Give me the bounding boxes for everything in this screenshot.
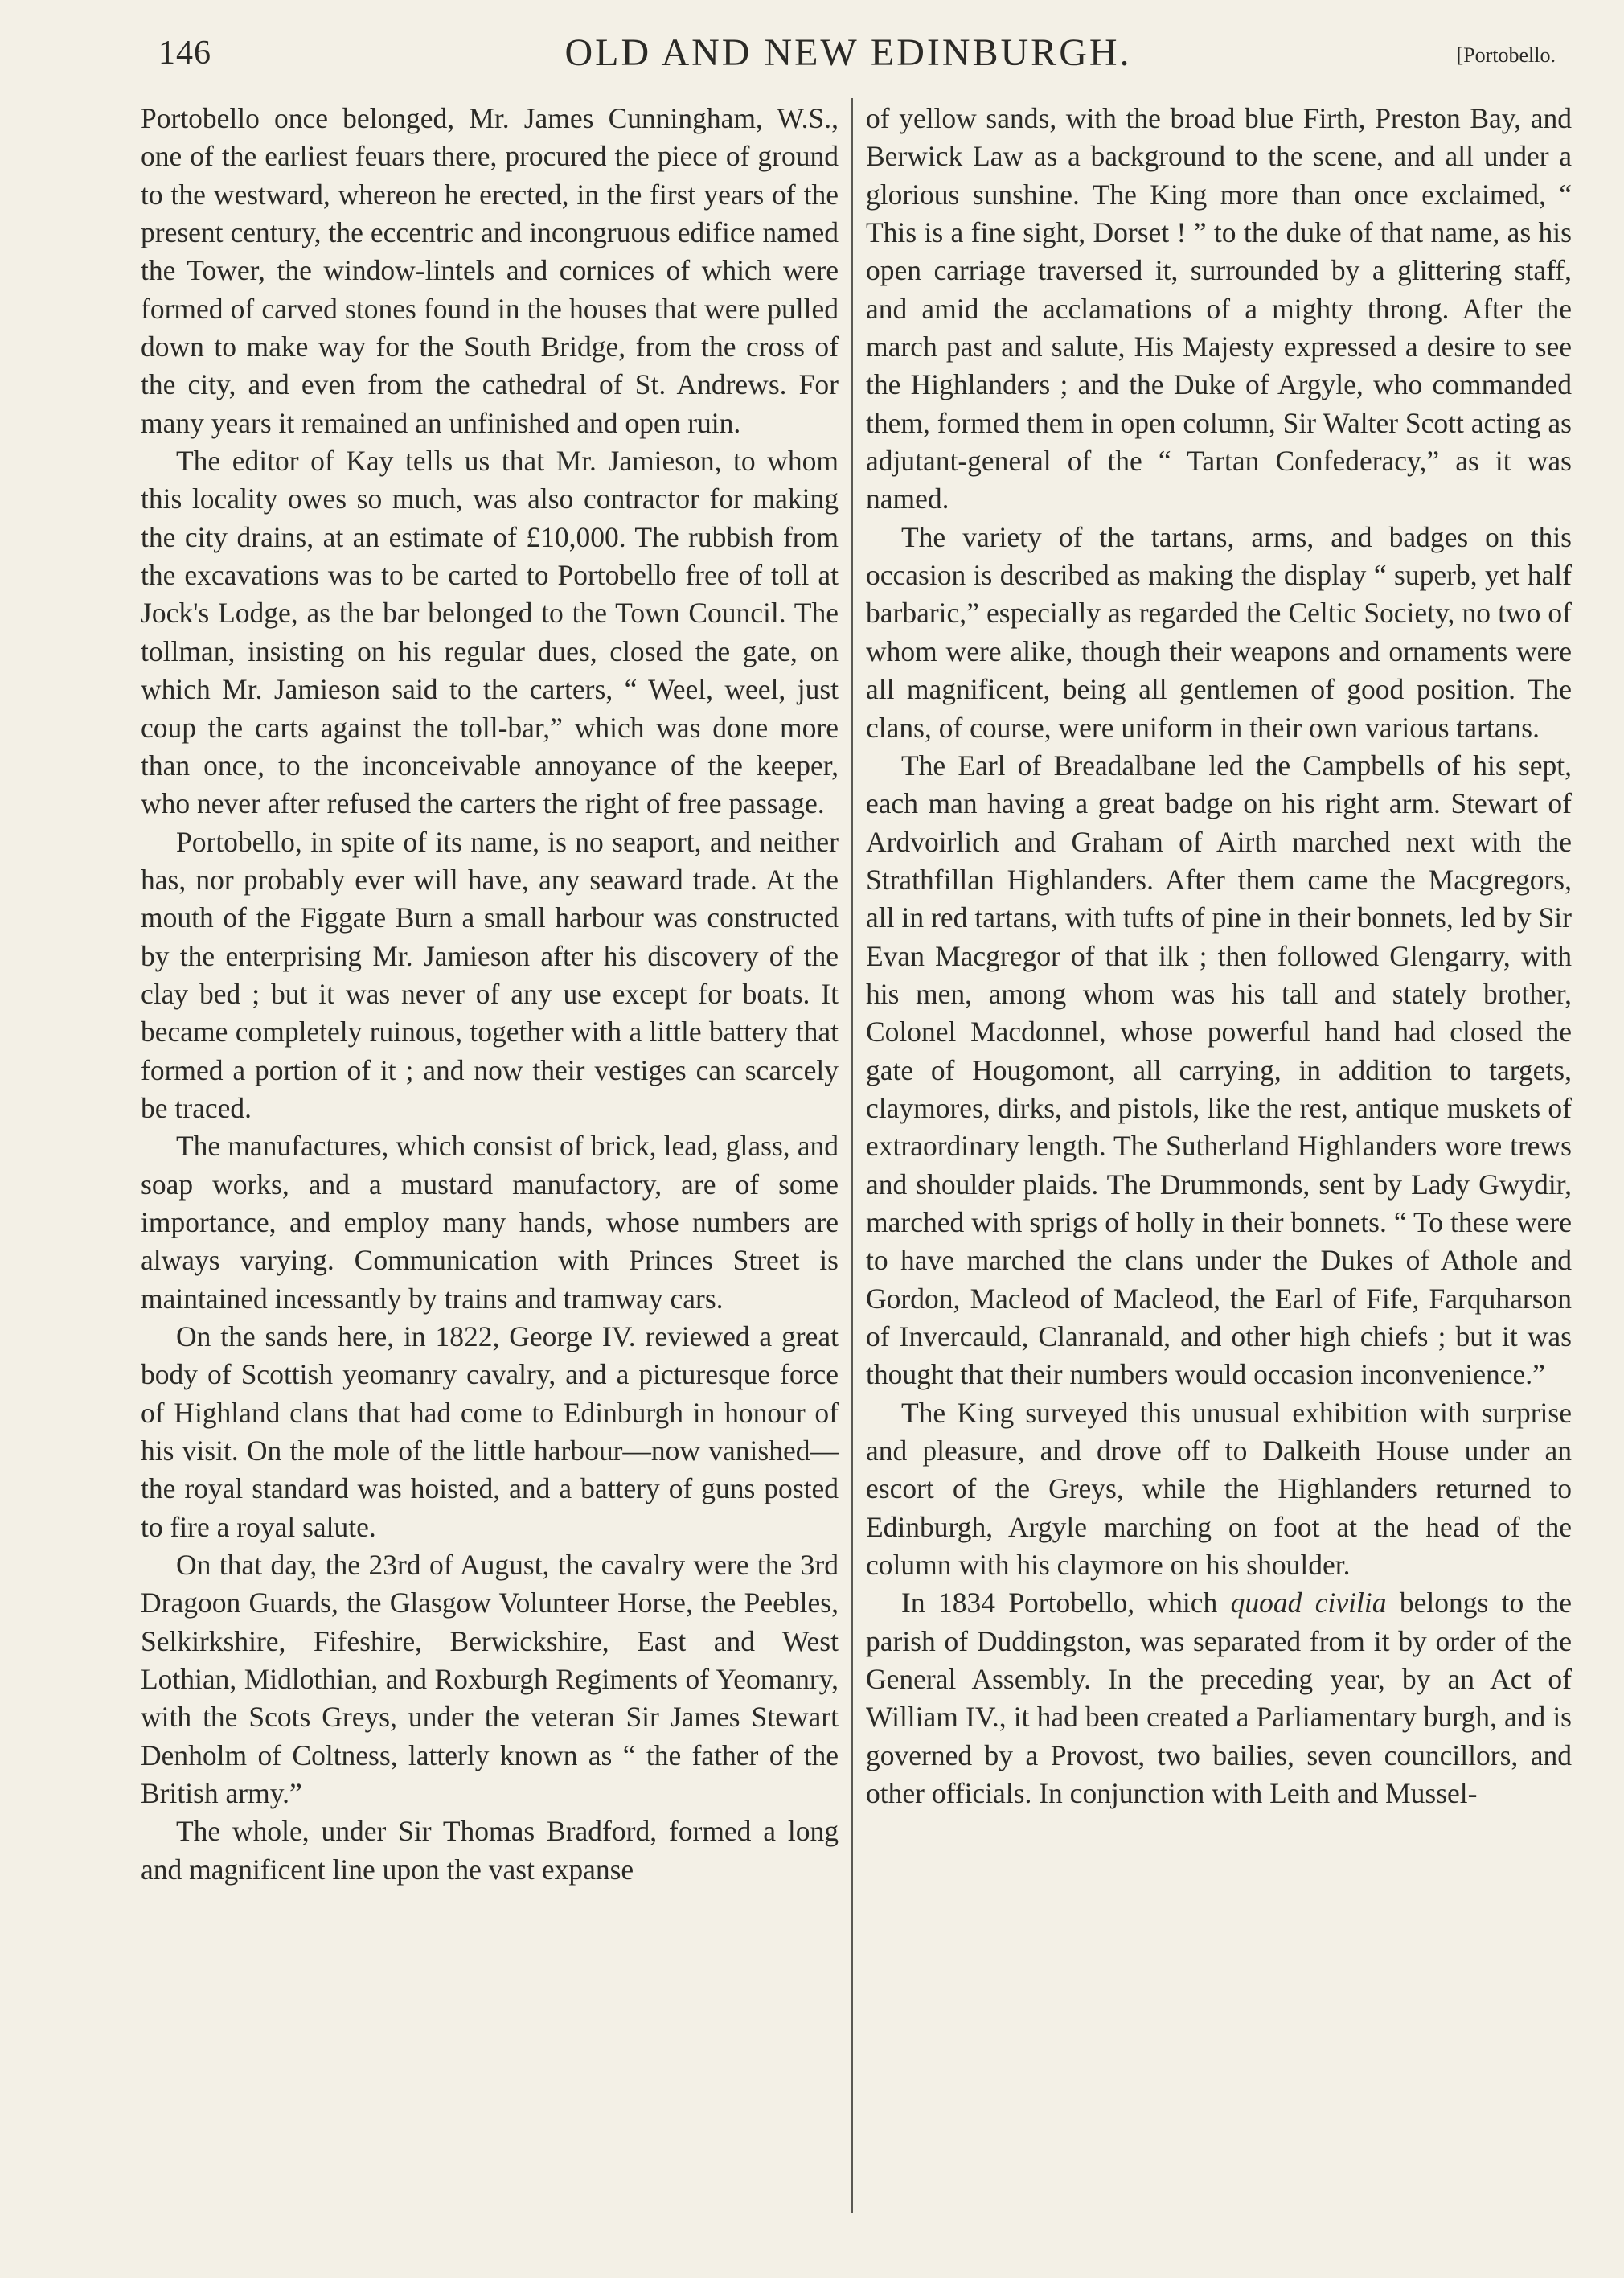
paragraph: Portobello, in spite of its name, is no seaport, and neither has, nor probably ever will have, any seaward trade. At the mouth of the Figgate Burn a small harbour was constructed by the enterprising Mr. Jamieson after his discovery of the clay bed ; but it was never of any use except for boats. It became completely ruinous, together with a little battery that formed a portion of it ; and now their vestiges can scarcely be traced. — [141, 825, 839, 1124]
paragraph-text: belongs to the parish of Duddingston, was separated from it by order of the General Assembly. In the preceding year, by an Act of William IV., it had been created a Parliamentary burgh, and is governed by a Provost, two bailies, seven councillors, and other officials. In conjunction with Leith and Mussel- — [866, 1586, 1572, 1810]
right-column — [866, 100, 1572, 2206]
paragraph: The manufactures, which consist of brick, lead, glass, and soap works, and a mustard manufactory, are of some importance, and employ many hands, whose numbers are always varying. Communication with Princes Street is maintained incessantly by trains and tramway cars. — [141, 1130, 839, 1315]
paragraph: The whole, under Sir Thomas Bradford, formed a long and magnificent line upon the vast expanse — [141, 1815, 839, 1886]
page-header — [141, 31, 1556, 79]
paragraph: Portobello once belonged, Mr. James Cunningham, W.S., one of the earliest feuars there, procured the piece of ground to the westward, whereon he erected, in the first years of the present century, the eccentric and incongruous edifice named the Tower, the window-lintels and cornices of which were formed of carved stones found in the houses that were pulled down to make way for the South Bridge, from the cross of the city, and even from the cathedral of St. Andrews. For many years it remained an unfinished and open ruin. — [141, 102, 839, 439]
paragraph: The editor of Kay tells us that Mr. Jamieson, to whom this locality owes so much, was also contractor for making the city drains, at an estimate of £10,000. The rubbish from the excavations was to be carted to Portobello free of toll at Jock's Lodge, as the bar belonged to the Town Council. The tollman, insisting on his regular dues, closed the gate, on which Mr. Jamieson said to the carters, “ Weel, weel, just coup the carts against the toll-bar,” which was done more than once, to the inconceivable annoyance of the keeper, who never after refused the carters the right of free passage. — [141, 445, 839, 820]
paragraph: The Earl of Breadalbane led the Campbells of his sept, each man having a great badge on his right arm. Stewart of Ardvoirlich and Graham of Airth marched next with the Strathfillan Highlanders. After them came the Macgregors, all in red tartans, with tufts of pine in their bonnets, led by Sir Evan Macgregor of that ilk ; then followed Glengarry, with his men, among whom was his tall and stately brother, Colonel Macdonnel, whose powerful hand had closed the gate of Hougomont, all carrying, in addition to targets, claymores, dirks, and pistols, like the rest, antique muskets of extraordinary length. The Sutherland Highlanders wore trews and shoulder plaids. The Drummonds, sent by Lady Gwydir, marched with sprigs of holly in their bonnets. “ To these were to have marched the clans under the Dukes of Athole and Gordon, Macleod of Macleod, the Earl of Fife, Farquharson of Invercauld, Clanranald, and other high chiefs ; but it was thought that their numbers would occasion inconvenience.” — [866, 749, 1572, 1391]
page-number: 146 — [158, 35, 211, 72]
left-column — [141, 100, 839, 2206]
section-tag: [Portobello. — [1456, 43, 1556, 67]
paragraph: The King surveyed this unusual exhibition with surprise and pleasure, and drove off to Dalkeith House under an escort of the Greys, while the Highlanders returned to Edinburgh, Argyle marching on foot at the head of the column with his claymore on his shoulder. — [866, 1396, 1572, 1582]
latin-phrase: quoad civilia — [1230, 1586, 1387, 1619]
paragraph: of yellow sands, with the broad blue Firth, Preston Bay, and Berwick Law as a background to the scene, and all under a glorious sunshine. The King more than once exclaimed, “ This is a fine sight, Dorset ! ” to the duke of that name, as his open carriage traversed it, surrounded by a glittering staff, and amid the acclamations of a mighty throng. After the march past and salute, His Majesty expressed a desire to see the Highlanders ; and the Duke of Argyle, who commanded them, formed them in open column, Sir Walter Scott acting as adjutant-general of the “ Tartan Confederacy,” as it was named. — [866, 102, 1572, 515]
paragraph-text: In 1834 Portobello, which — [901, 1586, 1231, 1619]
column-divider — [851, 98, 853, 2213]
paragraph: On that day, the 23rd of August, the cavalry were the 3rd Dragoon Guards, the Glasgow Volunteer Horse, the Peebles, Selkirkshire, Fifeshire, Berwickshire, East and West Lothian, Midlothian, and Roxburgh Regiments of Yeomanry, with the Scots Greys, under the veteran Sir James Stewart Denholm of Coltness, latterly known as “ the father of the British army.” — [141, 1549, 839, 1810]
paragraph: The variety of the tartans, arms, and badges on this occasion is described as making the display “ superb, yet half barbaric,” especially as regarded the Celtic Society, no two of whom were alike, though their weapons and ornaments were all magnificent, being all gentlemen of good position. The clans, of course, were uniform in their own various tartans. — [866, 520, 1572, 744]
paragraph: On the sands here, in 1822, George IV. reviewed a great body of Scottish yeomanry cavalry, and a picturesque force of Highland clans that had come to Edinburgh in honour of his visit. On the mole of the little harbour—now vanished—the royal standard was hoisted, and a battery of guns posted to fire a royal salute. — [141, 1320, 839, 1543]
running-title: OLD AND NEW EDINBURGH. — [564, 31, 1132, 74]
paragraph — [866, 1584, 1572, 1812]
